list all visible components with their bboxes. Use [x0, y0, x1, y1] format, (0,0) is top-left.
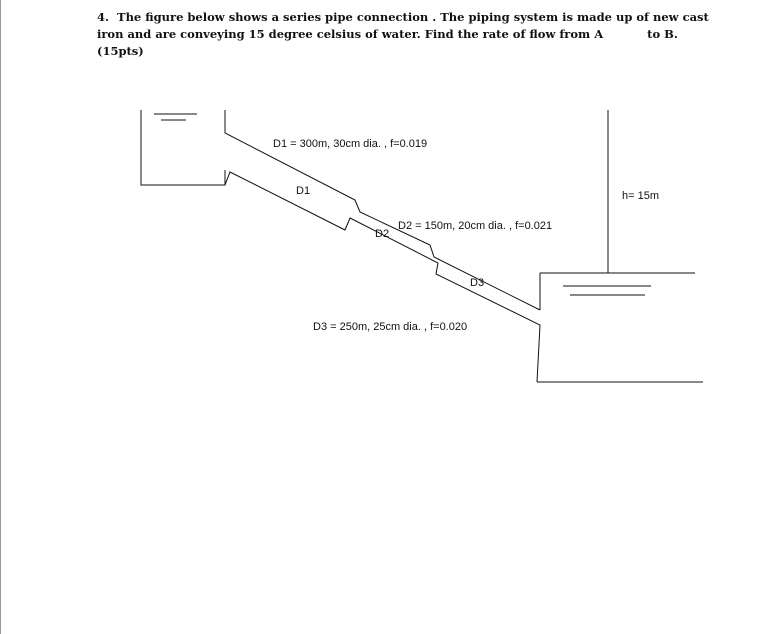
question-line-2: iron and are conveying 15 degree celsius of water. Find the rate of flow from A to B. [97, 27, 678, 41]
reservoir-a [141, 110, 225, 185]
question-line-1: 4. The figure below shows a series pipe connection . The piping system is made up of new cast [97, 10, 709, 24]
pipe-lower-wall [225, 172, 540, 382]
d2-spec-label: D2 = 150m, 20cm dia. , f=0.021 [398, 220, 553, 232]
question-line-3: (15pts) [97, 44, 144, 58]
d2-pipe-label: D2 [375, 228, 390, 240]
d1-spec-label: D1 = 300m, 30cm dia. , f=0.019 [273, 138, 428, 150]
d3-pipe-label: D3 [470, 277, 485, 289]
head-label: h= 15m [622, 190, 659, 202]
d1-pipe-label: D1 [296, 185, 311, 197]
d3-spec-label: D3 = 250m, 25cm dia. , f=0.020 [313, 321, 468, 333]
